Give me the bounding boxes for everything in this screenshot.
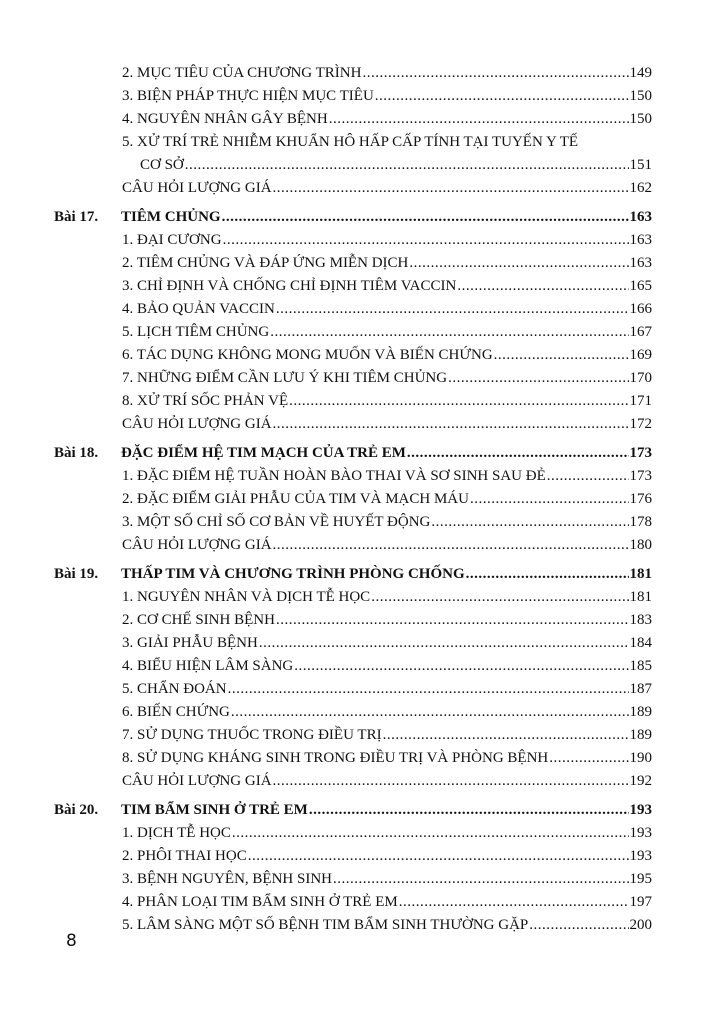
toc-page-number: 181 [629, 589, 652, 605]
toc-entry [122, 632, 652, 654]
toc-entry-title: 3. CHỈ ĐỊNH VÀ CHỐNG CHỈ ĐỊNH TIÊM VACCIN [122, 278, 457, 294]
toc-entry-title: CÂU HỎI LƯỢNG GIÁ [122, 180, 272, 196]
leader-dots [273, 177, 629, 199]
leader-dots [231, 701, 629, 723]
leader-dots [276, 609, 629, 631]
leader-dots [494, 344, 629, 366]
toc-entry-title: 2. CƠ CHẾ SINH BỆNH [122, 612, 275, 628]
toc-entry [122, 229, 652, 251]
toc-entry-title: 6. BIẾN CHỨNG [122, 704, 230, 720]
toc-page-number: 193 [629, 802, 652, 818]
toc-entry-title: 2. PHÔI THAI HỌC [122, 848, 247, 864]
toc-entry-title: 4. BIỂU HIỆN LÂM SÀNG [122, 658, 294, 674]
toc-entry [122, 511, 652, 533]
leader-dots [333, 868, 629, 890]
toc-page-number: 165 [629, 278, 652, 294]
toc-entry-title-line [122, 131, 652, 153]
leader-dots [399, 891, 629, 913]
toc-page-number: 163 [629, 255, 652, 271]
leader-dots [375, 85, 629, 107]
toc-entry [122, 344, 652, 366]
leader-dots [407, 442, 629, 464]
toc-entry [122, 747, 652, 769]
toc-page-number: 150 [629, 111, 652, 127]
chapter-label: Bài 20. [54, 802, 99, 818]
toc-entry [122, 586, 652, 608]
toc-entry-title: 1. NGUYÊN NHÂN VÀ DỊCH TỄ HỌC [122, 589, 371, 605]
chapter-label: Bài 19. [54, 566, 99, 582]
toc-page-number: 189 [629, 727, 652, 743]
toc-entry [122, 701, 652, 723]
toc-page-number: 193 [629, 848, 652, 864]
chapter-label: Bài 18. [54, 445, 99, 461]
toc-entry [122, 321, 652, 343]
page-number: 8 [66, 931, 77, 951]
toc-page-number: 173 [629, 445, 652, 461]
leader-dots [549, 747, 628, 769]
toc-entry-title: 4. NGUYÊN NHÂN GÂY BỆNH [122, 111, 328, 127]
toc-page-number: 187 [629, 681, 652, 697]
toc-chapter [54, 206, 652, 228]
toc-page-number: 200 [629, 917, 652, 933]
leader-dots [470, 488, 629, 510]
toc-page-number: 162 [629, 180, 652, 196]
leader-dots [289, 390, 628, 412]
toc-entry-title: 2. TIÊM CHỦNG VÀ ĐÁP ỨNG MIỄN DỊCH [122, 255, 409, 271]
leader-dots [448, 367, 628, 389]
toc-page-number: 185 [629, 658, 652, 674]
toc-page-number: 167 [629, 324, 652, 340]
toc-page-number: 173 [629, 468, 652, 484]
toc-page-number: 166 [629, 301, 652, 317]
toc-entry [122, 868, 652, 890]
toc-page-number: 183 [629, 612, 652, 628]
toc-entry [122, 367, 652, 389]
leader-dots [383, 724, 629, 746]
toc-entry-title: 7. SỬ DỤNG THUỐC TRONG ĐIỀU TRỊ [122, 727, 382, 743]
leader-dots [294, 655, 628, 677]
toc-entry-title: CÂU HỎI LƯỢNG GIÁ [122, 537, 272, 553]
leader-dots [457, 275, 628, 297]
leader-dots [222, 206, 629, 228]
toc-entry [122, 845, 652, 867]
toc-page-number: 163 [629, 209, 652, 225]
toc-page-number: 181 [629, 566, 652, 582]
toc-entry-title: 1. ĐẶC ĐIỂM HỆ TUẦN HOÀN BÀO THAI VÀ SƠ SINH SAU ĐẺ [122, 468, 546, 484]
toc-entry-title: 3. GIẢI PHẪU BỆNH [122, 635, 258, 651]
toc-page-number: 169 [629, 347, 652, 363]
leader-dots [185, 154, 629, 176]
toc-page-number: 176 [629, 491, 652, 507]
leader-dots [529, 914, 628, 936]
leader-dots [362, 62, 628, 84]
toc-entry [122, 770, 652, 792]
toc-entry [122, 62, 652, 84]
leader-dots [232, 822, 629, 844]
toc-entry-title: 5. LỊCH TIÊM CHỦNG [122, 324, 270, 340]
leader-dots [547, 465, 629, 487]
leader-dots [223, 229, 629, 251]
toc-page-number: 180 [629, 537, 652, 553]
toc-entry-title: 3. MỘT SỐ CHỈ SỐ CƠ BẢN VỀ HUYẾT ĐỘNG [122, 514, 431, 530]
toc-entry-title: 2. ĐẶC ĐIỂM GIẢI PHẪU CỦA TIM VÀ MẠCH MÁU [122, 491, 469, 507]
leader-dots [466, 563, 629, 585]
leader-dots [329, 108, 629, 130]
toc-entry [122, 609, 652, 631]
leader-dots [431, 511, 628, 533]
toc-entry-title: 4. PHÂN LOẠI TIM BẨM SINH Ở TRẺ EM [122, 894, 398, 910]
toc-page-number: 195 [629, 871, 652, 887]
chapter-label: Bài 17. [54, 209, 99, 225]
toc-chapter [54, 799, 652, 821]
leader-dots [276, 298, 629, 320]
toc-page-number: 151 [629, 157, 652, 173]
toc-entry-title: 1. ĐẠI CƯƠNG [122, 232, 222, 248]
toc-entry-title: 3. BỆNH NGUYÊN, BỆNH SINH [122, 871, 332, 887]
toc-entry [122, 298, 652, 320]
leader-dots [309, 799, 629, 821]
chapter-title: TIM BẨM SINH Ở TRẺ EM [121, 802, 308, 818]
leader-dots [409, 252, 628, 274]
toc-chapter [54, 442, 652, 464]
toc-entry-title: 6. TÁC DỤNG KHÔNG MONG MUỐN VÀ BIẾN CHỨNG [122, 347, 493, 363]
chapter-title: THẤP TIM VÀ CHƯƠNG TRÌNH PHÒNG CHỐNG [121, 566, 465, 582]
leader-dots [273, 770, 629, 792]
toc-entry [122, 108, 652, 130]
toc-entry-title-continued: CƠ SỞ [140, 157, 184, 173]
leader-dots [270, 321, 628, 343]
toc-page-number: 170 [629, 370, 652, 386]
toc-entry-title: 5. XỬ TRÍ TRẺ NHIỄM KHUẨN HÔ HẤP CẤP TÍNH TẠI TUYẾN Y TẾ [122, 134, 579, 150]
toc-page-number: 193 [629, 825, 652, 841]
toc-entry [122, 177, 652, 199]
toc-entry [122, 822, 652, 844]
toc-page-number: 190 [629, 750, 652, 766]
chapter-title: TIÊM CHỦNG [121, 209, 221, 225]
toc-page-number: 178 [629, 514, 652, 530]
toc-entry-title: CÂU HỎI LƯỢNG GIÁ [122, 416, 272, 432]
toc-entry-title: 2. MỤC TIÊU CỦA CHƯƠNG TRÌNH [122, 65, 362, 81]
toc-entry [122, 390, 652, 412]
toc-entry-title: CÂU HỎI LƯỢNG GIÁ [122, 773, 272, 789]
leader-dots [228, 678, 629, 700]
toc-entry-title: 5. LÂM SÀNG MỘT SỐ BỆNH TIM BẨM SINH THƯỜNG GẶP [122, 917, 529, 933]
leader-dots [248, 845, 629, 867]
toc-entry [122, 891, 652, 913]
toc-entry [122, 252, 652, 274]
leader-dots [259, 632, 629, 654]
toc-entry-title: 5. CHẨN ĐOÁN [122, 681, 227, 697]
toc-page-number: 171 [629, 393, 652, 409]
leader-dots [273, 534, 629, 556]
toc-page-number: 150 [629, 88, 652, 104]
toc-page-number: 189 [629, 704, 652, 720]
toc-page-number: 172 [629, 416, 652, 432]
toc-page-number: 197 [629, 894, 652, 910]
toc-entry-title: 3. BIỆN PHÁP THỰC HIỆN MỤC TIÊU [122, 88, 374, 104]
toc-page-number: 184 [629, 635, 652, 651]
chapter-title: ĐẶC ĐIỂM HỆ TIM MẠCH CỦA TRẺ EM [121, 445, 406, 461]
leader-dots [273, 413, 629, 435]
toc-chapter [54, 563, 652, 585]
toc-entry [122, 275, 652, 297]
leader-dots [371, 586, 628, 608]
toc-entry [122, 534, 652, 556]
toc-entry-title: 4. BẢO QUẢN VACCIN [122, 301, 275, 317]
toc-entry [122, 655, 652, 677]
toc-entry [122, 914, 652, 936]
toc-page-number: 192 [629, 773, 652, 789]
toc-entry-title: 8. XỬ TRÍ SỐC PHẢN VỆ [122, 393, 289, 409]
toc-entry [122, 85, 652, 107]
toc-entry-title: 8. SỬ DỤNG KHÁNG SINH TRONG ĐIỀU TRỊ VÀ PHÒNG BỆNH [122, 750, 549, 766]
toc-entry [122, 678, 652, 700]
toc-entry [122, 724, 652, 746]
toc-entry-title: 7. NHỮNG ĐIỂM CẦN LƯU Ý KHI TIÊM CHỦNG [122, 370, 448, 386]
toc-entry [122, 488, 652, 510]
toc-entry [140, 154, 652, 176]
toc-page-number: 163 [629, 232, 652, 248]
toc-entry [122, 465, 652, 487]
toc-entry [122, 413, 652, 435]
toc-entry-title: 1. DỊCH TỄ HỌC [122, 825, 231, 841]
toc-page-number: 149 [629, 65, 652, 81]
